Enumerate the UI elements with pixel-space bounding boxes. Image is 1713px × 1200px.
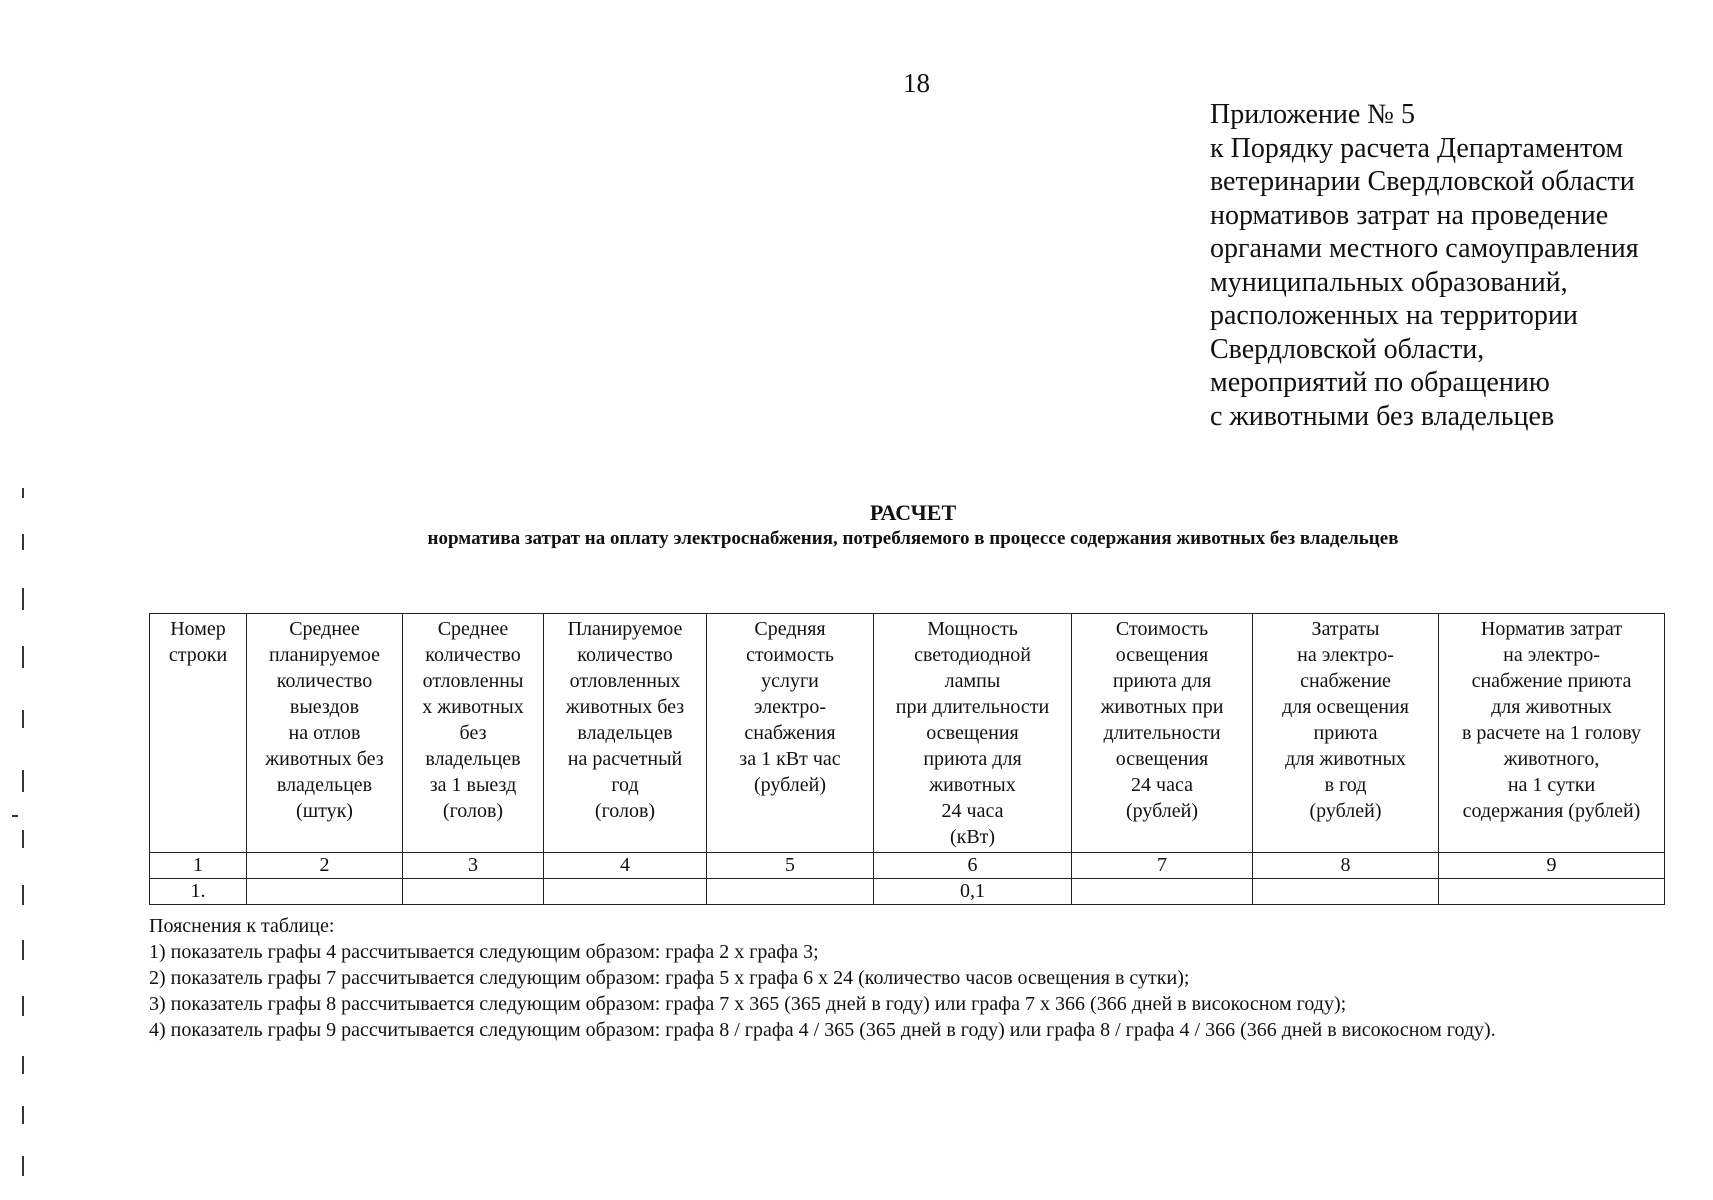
margin-mark xyxy=(22,710,24,728)
header-cell-line: снабжения xyxy=(744,722,836,744)
header-cell-line: приюта для xyxy=(1112,670,1212,692)
header-cell-line: (штук) xyxy=(296,800,353,822)
header-cell-line: освещения xyxy=(926,722,1019,744)
appendix-line: нормативов затрат на проведение xyxy=(1210,199,1609,231)
norm-table xyxy=(149,613,1665,905)
header-cell xyxy=(150,614,247,853)
header-cell-line: при длительности xyxy=(895,696,1050,718)
header-cell xyxy=(544,614,707,853)
column-number-cell: 1 xyxy=(150,853,247,879)
header-cell xyxy=(707,614,874,853)
header-cell-line: приюта для xyxy=(923,748,1022,770)
document-subtitle: норматива затрат на оплату электроснабжения, потребляемого в процессе содержания животных без владельцев xyxy=(427,528,1399,549)
column-number-cell: 8 xyxy=(1253,853,1439,879)
header-cell-line: (рублей) xyxy=(1309,800,1382,822)
header-cell-line: на электро- xyxy=(1503,644,1600,666)
header-cell-line: освещения xyxy=(1115,644,1209,666)
header-cell-line: в год xyxy=(1324,774,1367,796)
table-cell xyxy=(1439,879,1665,905)
header-cell-line: освещения xyxy=(1115,748,1209,770)
margin-mark xyxy=(22,770,24,792)
document-title: РАСЧЕТ xyxy=(869,500,957,525)
column-number-cell: 7 xyxy=(1072,853,1253,879)
header-cell-line: приюта xyxy=(1313,722,1378,744)
header-cell-line: услуги xyxy=(761,670,819,692)
margin-mark xyxy=(22,488,24,498)
note-item: 1) показатель графы 4 рассчитывается следующим образом: графа 2 х графа 3; xyxy=(149,941,819,963)
header-cell-line: Среднее xyxy=(437,618,509,640)
margin-mark xyxy=(22,646,24,668)
table-cell xyxy=(544,879,707,905)
header-cell-line: за 1 выезд xyxy=(429,774,517,796)
table-row xyxy=(150,879,1665,905)
header-cell xyxy=(1253,614,1439,853)
header-cell-line: длительности xyxy=(1103,722,1221,744)
page-number: 18 xyxy=(903,68,930,98)
header-cell xyxy=(1072,614,1253,853)
appendix-line: органами местного самоуправления xyxy=(1210,233,1639,264)
column-number-cell: 4 xyxy=(544,853,707,879)
header-cell-line: владельцев xyxy=(577,722,673,744)
column-number-cell: 2 xyxy=(247,853,403,879)
header-cell-line: на отлов xyxy=(288,722,361,744)
header-cell-line: на 1 сутки xyxy=(1507,774,1596,796)
appendix-line: к Порядку расчета Департаментом xyxy=(1210,132,1624,164)
header-cell-line: Планируемое xyxy=(567,618,683,640)
header-cell-line: 24 часа xyxy=(941,800,1004,822)
header-cell-line: животных без xyxy=(565,696,685,718)
header-cell-line: (голов) xyxy=(594,800,656,822)
header-cell-line: животных без xyxy=(265,748,384,770)
margin-mark xyxy=(22,588,24,610)
header-cell-line: (кВт) xyxy=(949,826,996,848)
table-cell xyxy=(707,879,874,905)
header-cell-line: Стоимость xyxy=(1115,618,1209,640)
column-number-cell: 6 xyxy=(874,853,1072,879)
header-cell-line: лампы xyxy=(944,670,1001,692)
header-cell-line: (рублей) xyxy=(753,774,827,796)
header-cell-line: электро- xyxy=(753,696,827,718)
note-item: 2) показатель графы 7 рассчитывается следующим образом: графа 5 х графа 6 х 24 (количество часов освещения в сутки); xyxy=(149,967,1190,989)
header-cell xyxy=(1439,614,1665,853)
header-cell-line: отловленных xyxy=(569,670,681,692)
margin-mark xyxy=(22,1156,24,1176)
margin-mark xyxy=(22,1106,24,1124)
header-cell-line: животных при xyxy=(1100,696,1224,718)
margin-mark xyxy=(22,534,24,550)
header-cell-line: без xyxy=(459,722,487,744)
header-cell-line: количество xyxy=(577,644,673,666)
appendix-line: Свердловской области, xyxy=(1210,333,1485,365)
header-cell-line: для освещения xyxy=(1282,696,1409,718)
note-item: 4) показатель графы 9 рассчитывается следующим образом: графа 8 / графа 4 / 365 (365 дней в году) или графа 8 / графа 4 / 366 (366 дней в високосном году). xyxy=(149,1019,1496,1041)
table-cell xyxy=(1253,879,1439,905)
appendix-line: мероприятий по обращению xyxy=(1210,367,1550,398)
table-cell: 0,1 xyxy=(874,879,1072,905)
header-cell-line: 24 часа xyxy=(1131,774,1193,796)
header-cell-line: снабжение приюта xyxy=(1471,670,1632,692)
header-cell-line: на электро- xyxy=(1297,644,1394,666)
margin-mark xyxy=(12,815,18,817)
header-cell-line: на расчетный xyxy=(567,748,683,770)
table-header-row xyxy=(150,614,1665,853)
header-cell-line: содержания (рублей) xyxy=(1462,800,1641,822)
header-cell-line: животных xyxy=(929,774,1016,796)
header-cell-line: владельцев xyxy=(425,748,521,770)
column-number-cell: 5 xyxy=(707,853,874,879)
header-cell-line: светодиодной xyxy=(914,644,1031,666)
appendix-line: ветеринарии Свердловской области xyxy=(1210,166,1635,197)
appendix-line: с животными без владельцев xyxy=(1210,400,1555,432)
header-cell-line: х животных xyxy=(422,696,524,718)
appendix-block xyxy=(1210,98,1690,433)
header-cell-line: Норматив затрат xyxy=(1480,618,1623,640)
note-item: 3) показатель графы 8 рассчитывается следующим образом: графа 7 х 365 (365 дней в году) или графа 7 х 366 (366 дней в високосном году); xyxy=(149,993,1347,1015)
table-cell xyxy=(403,879,544,905)
header-cell xyxy=(874,614,1072,853)
header-cell-line: в расчете на 1 голову xyxy=(1461,722,1642,744)
table-cell: 1. xyxy=(150,879,247,905)
header-cell-line: выездов xyxy=(289,696,360,718)
header-cell-line: отловленны xyxy=(422,670,524,692)
table-cell xyxy=(247,879,403,905)
header-cell-line: год xyxy=(611,774,639,796)
header-cell xyxy=(403,614,544,853)
margin-mark xyxy=(22,940,24,960)
header-cell-line: для животных xyxy=(1285,748,1406,770)
header-cell-line: снабжение xyxy=(1300,670,1391,692)
header-cell-line: для животных xyxy=(1491,696,1612,718)
table-body xyxy=(150,879,1665,905)
header-cell-line: Затраты xyxy=(1311,618,1380,640)
header-cell-line: животного, xyxy=(1503,748,1600,770)
header-cell-line: (рублей) xyxy=(1125,800,1199,822)
column-number-cell: 9 xyxy=(1439,853,1665,879)
header-cell xyxy=(247,614,403,853)
header-cell-line: строки xyxy=(168,644,228,666)
table-cell xyxy=(1072,879,1253,905)
header-cell-line: Среднее xyxy=(289,618,360,640)
header-cell-line: владельцев xyxy=(276,774,373,796)
table-column-numbers-row xyxy=(150,853,1665,879)
header-cell-line: Мощность xyxy=(927,618,1018,640)
appendix-line: расположенных на территории xyxy=(1210,300,1578,331)
header-cell-line: Средняя xyxy=(754,618,826,640)
table-notes xyxy=(149,913,1496,1043)
header-cell-line: планируемое xyxy=(268,644,381,666)
appendix-line: муниципальных образований, xyxy=(1210,266,1568,298)
header-cell-line: за 1 кВт час xyxy=(739,748,841,770)
header-cell-line: Номер xyxy=(170,618,226,640)
header-cell-line: (голов) xyxy=(442,800,504,822)
margin-mark xyxy=(22,885,24,905)
header-cell-line: стоимость xyxy=(746,644,834,666)
header-cell-line: количество xyxy=(276,670,373,692)
appendix-line: Приложение № 5 xyxy=(1210,99,1415,130)
notes-heading: Пояснения к таблице: xyxy=(149,915,335,937)
margin-mark xyxy=(22,830,24,848)
header-cell-line: количество xyxy=(425,644,521,666)
margin-mark xyxy=(22,1056,24,1074)
column-number-cell: 3 xyxy=(403,853,544,879)
margin-mark xyxy=(22,996,24,1016)
